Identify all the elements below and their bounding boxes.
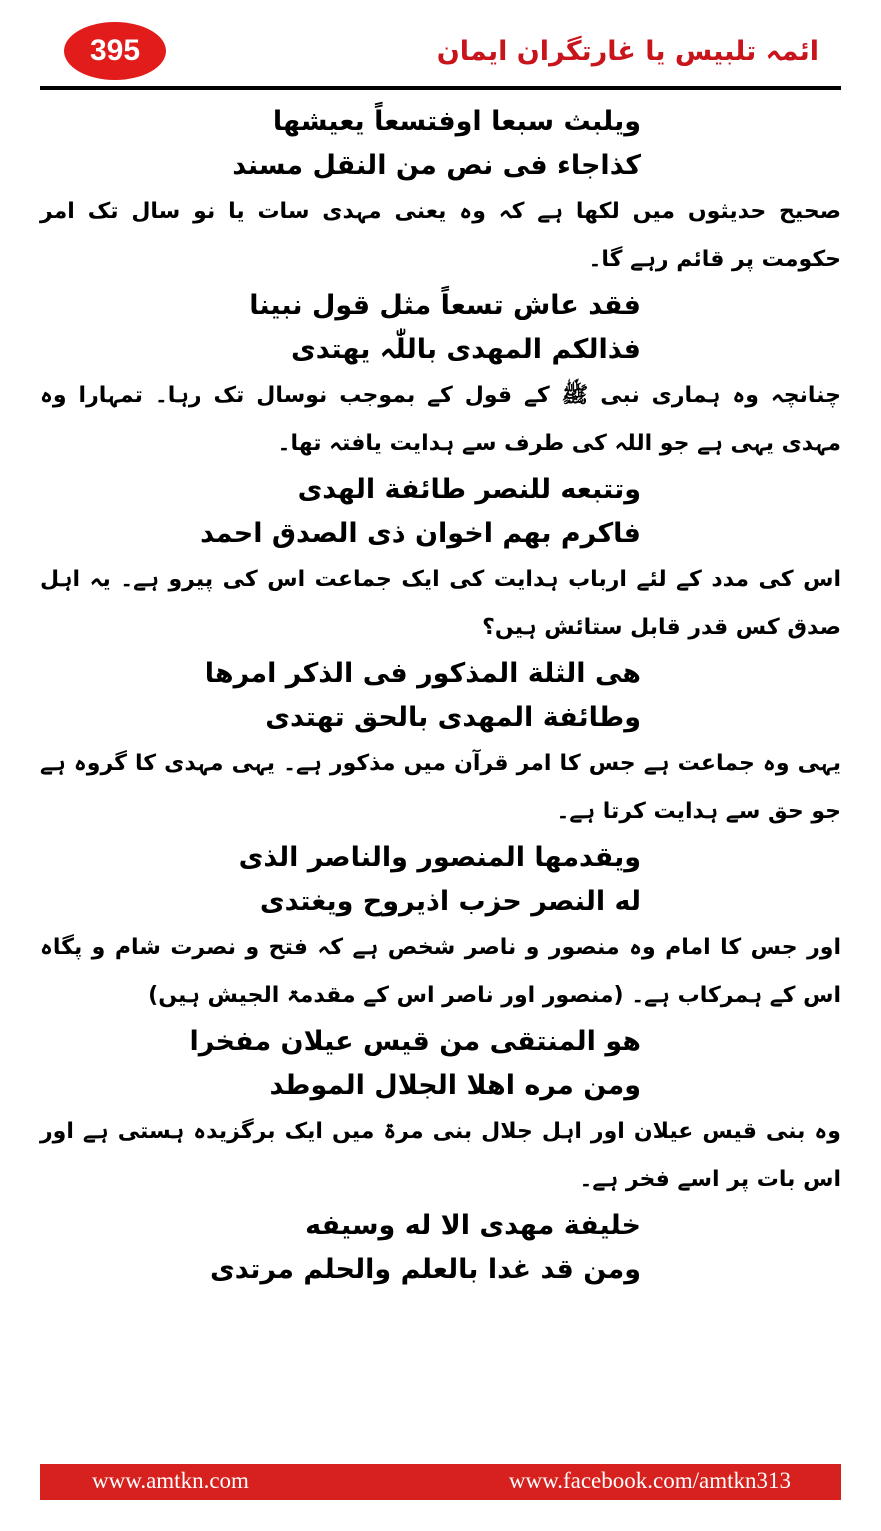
prose-paragraph: وہ بنی قیس عیلان اور اہل جلال بنی مرۃ میں ایک برگزیدہ ہستی ہے اور اس بات پر اسے فخر ہے۔	[40, 1119, 841, 1192]
verse-line: وطائفة المهدی بالحق تهتدی	[265, 702, 641, 733]
verse-line: کذاجاء فی نص من النقل مسند	[232, 150, 641, 181]
prose-paragraph: چنانچہ وہ ہماری نبی ﷺ کے قول کے بموجب نوسال تک رہا۔ تمہارا وہ مہدی یہی ہے جو اللہ کی طرف سے ہدایت یافتہ تھا۔	[40, 383, 841, 456]
website-link[interactable]: www.amtkn.com	[92, 1468, 249, 1493]
page-body	[40, 100, 841, 1292]
book-title: ائمہ تلبیس یا غارتگران ایمان	[436, 36, 819, 67]
page-header	[40, 18, 841, 88]
prose-paragraph: اس کی مدد کے لئے ارباب ہدایت کی ایک جماعت اس کی پیرو ہے۔ یہ اہل صدق کس قدر قابل ستائش ہیں؟	[40, 567, 841, 640]
verse-line: فذالکم المهدی باللّٰہ یهتدی	[291, 334, 641, 365]
verse-line: ویقدمها المنصور والناصر الذی	[238, 842, 641, 873]
verse-line: هو المنتقی من قیس عیلان مفخرا	[189, 1026, 641, 1057]
prose-paragraph: یہی وہ جماعت ہے جس کا امر قرآن میں مذکور ہے۔ یہی مہدی کا گروہ ہے جو حق سے ہدایت کرتا ہے۔	[40, 751, 841, 824]
verse-line: ومن مره اهلا الجلال الموطد	[269, 1070, 641, 1101]
verse-line: فقد عاش تسعاً مثل قول نبینا	[249, 290, 641, 321]
verse-line: ویلبث سبعا اوفتسعاً یعیشها	[272, 106, 641, 137]
verse-line: فاکرم بهم اخوان ذی الصدق احمد	[200, 518, 641, 549]
verse-line: هی الثلة المذکور فی الذکر امرها	[204, 658, 641, 689]
verse-line: له النصر حزب اذیروح ویغتدی	[259, 886, 641, 917]
verse-line: خلیفة مهدی الا له وسیفه	[305, 1210, 641, 1241]
verse-line: ومن قد غدا بالعلم والحلم مرتدی	[209, 1254, 641, 1285]
facebook-link[interactable]: www.facebook.com/amtkn313	[508, 1468, 791, 1493]
page-number-badge: 395	[64, 22, 166, 80]
verse-line: وتتبعه للنصر طائفة الهدی	[297, 474, 641, 505]
page-footer	[40, 1464, 841, 1500]
header-divider	[40, 86, 841, 90]
prose-paragraph: اور جس کا امام وہ منصور و ناصر شخص ہے کہ فتح و نصرت شام و پگاہ اس کے ہمرکاب ہے۔ (منصور اور ناصر اس کے مقدمۃ الجیش ہیں)	[40, 935, 841, 1008]
prose-paragraph: صحیح حدیثوں میں لکھا ہے کہ وہ یعنی مہدی سات یا نو سال تک امر حکومت پر قائم رہے گا۔	[40, 199, 841, 272]
